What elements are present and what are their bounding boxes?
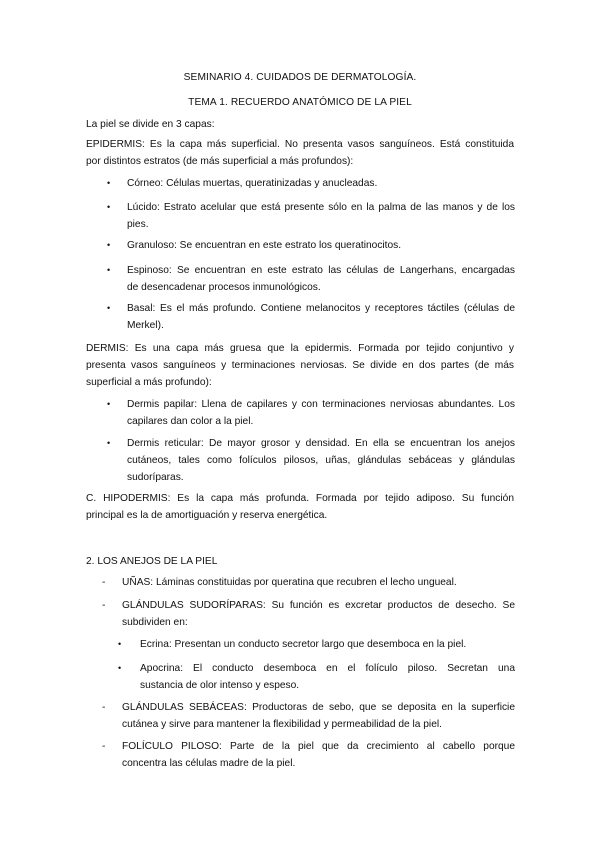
- bullet-marker: •: [118, 639, 122, 649]
- item-line: capilares dan color a la piel.: [127, 416, 254, 427]
- item-line: Apocrina: El conducto desemboca en el folículo piloso. Secretan una: [140, 663, 515, 674]
- bullet-marker: •: [107, 265, 111, 275]
- epidermis-line: por distintos estratos (de más superficial a más profundos):: [86, 156, 354, 167]
- item-line: Ecrina: Presentan un conducto secretor largo que desemboca en la piel.: [140, 639, 467, 650]
- hipodermis-line: principal es la de amortiguación y reserva energética.: [86, 510, 328, 521]
- item-line: cutáneos, tales como folículos pilosos, uñas, glándulas sebáceas y glándulas: [127, 455, 515, 466]
- dash-marker: -: [102, 702, 106, 713]
- item-line: GLÁNDULAS SUDORÍPARAS: Su función es excretar productos de desecho. Se: [122, 600, 515, 611]
- dermis-line: presenta vasos sanguíneos y terminaciones nerviosas. Se divide en dos partes (de más: [86, 360, 514, 371]
- hipodermis-paragraph: [86, 490, 514, 524]
- anejos-heading: [86, 553, 514, 570]
- item-line: de desencadenar procesos inmunológicos.: [127, 282, 321, 293]
- section-heading: 2. LOS ANEJOS DE LA PIEL: [86, 556, 218, 567]
- item-line: cutánea y sirve para mantener la flexibilidad y permeabilidad de la piel.: [122, 719, 442, 730]
- intro-line: La piel se divide en 3 capas:: [86, 119, 215, 130]
- item-line: concentra las células madre de la piel.: [122, 758, 296, 769]
- intro-paragraph: [86, 116, 514, 133]
- dash-marker: -: [102, 741, 106, 752]
- item-line: Granuloso: Se encuentran en este estrato los queratinocitos.: [127, 240, 402, 251]
- item-line: pies.: [127, 219, 149, 230]
- item-line: Dermis papilar: Llena de capilares y con terminaciones nerviosas abundantes. Los: [127, 399, 515, 410]
- item-line: Basal: Es el más profundo. Contiene melanocitos y receptores táctiles (células de: [127, 303, 515, 314]
- hipodermis-line: C. HIPODERMIS: Es la capa más profunda. Formada por tejido adiposo. Su función: [86, 493, 514, 504]
- bullet-marker: •: [107, 240, 111, 250]
- item-line: UÑAS: Láminas constituidas por queratina que recubren el lecho ungueal.: [122, 577, 457, 588]
- dash-marker: -: [102, 600, 106, 611]
- item-line: Lúcido: Estrato acelular que está presente sólo en la palma de las manos y de los: [127, 202, 515, 213]
- bullet-marker: •: [107, 438, 111, 448]
- document-subtitle: TEMA 1. RECUERDO ANATÓMICO DE LA PIEL: [188, 97, 412, 108]
- item-line: sudoríparas.: [127, 472, 184, 483]
- bullet-marker: •: [107, 303, 111, 313]
- document-title: SEMINARIO 4. CUIDADOS DE DERMATOLOGÍA.: [183, 72, 417, 83]
- item-line: GLÁNDULAS SEBÁCEAS: Productoras de sebo, que se deposita en la superficie: [122, 702, 515, 713]
- bullet-marker: •: [107, 202, 111, 212]
- item-line: Merkel).: [127, 320, 164, 331]
- bullet-marker: •: [107, 399, 111, 409]
- item-line: Espinoso: Se encuentran en este estrato las células de Langerhans, encargadas: [127, 265, 515, 276]
- item-line: Córneo: Células muertas, queratinizadas y anucleadas.: [127, 178, 378, 189]
- item-line: sustancia de olor intenso y espeso.: [140, 680, 300, 691]
- epidermis-line: EPIDERMIS: Es la capa más superficial. No presenta vasos sanguíneos. Está constituida: [86, 139, 514, 150]
- dash-marker: -: [102, 577, 106, 588]
- dermis-paragraph: [86, 340, 514, 391]
- bullet-marker: •: [107, 178, 111, 188]
- item-line: Dermis reticular: De mayor grosor y densidad. En ella se encuentran los anejos: [127, 438, 515, 449]
- dermis-line: superficial a más profundo):: [86, 377, 212, 388]
- item-line: subdividen en:: [122, 617, 188, 628]
- item-line: FOLÍCULO PILOSO: Parte de la piel que da crecimiento al cabello porque: [122, 741, 515, 752]
- epidermis-paragraph: [86, 136, 514, 170]
- bullet-marker: •: [118, 663, 122, 673]
- dermis-line: DERMIS: Es una capa más gruesa que la epidermis. Formada por tejido conjuntivo y: [86, 343, 514, 354]
